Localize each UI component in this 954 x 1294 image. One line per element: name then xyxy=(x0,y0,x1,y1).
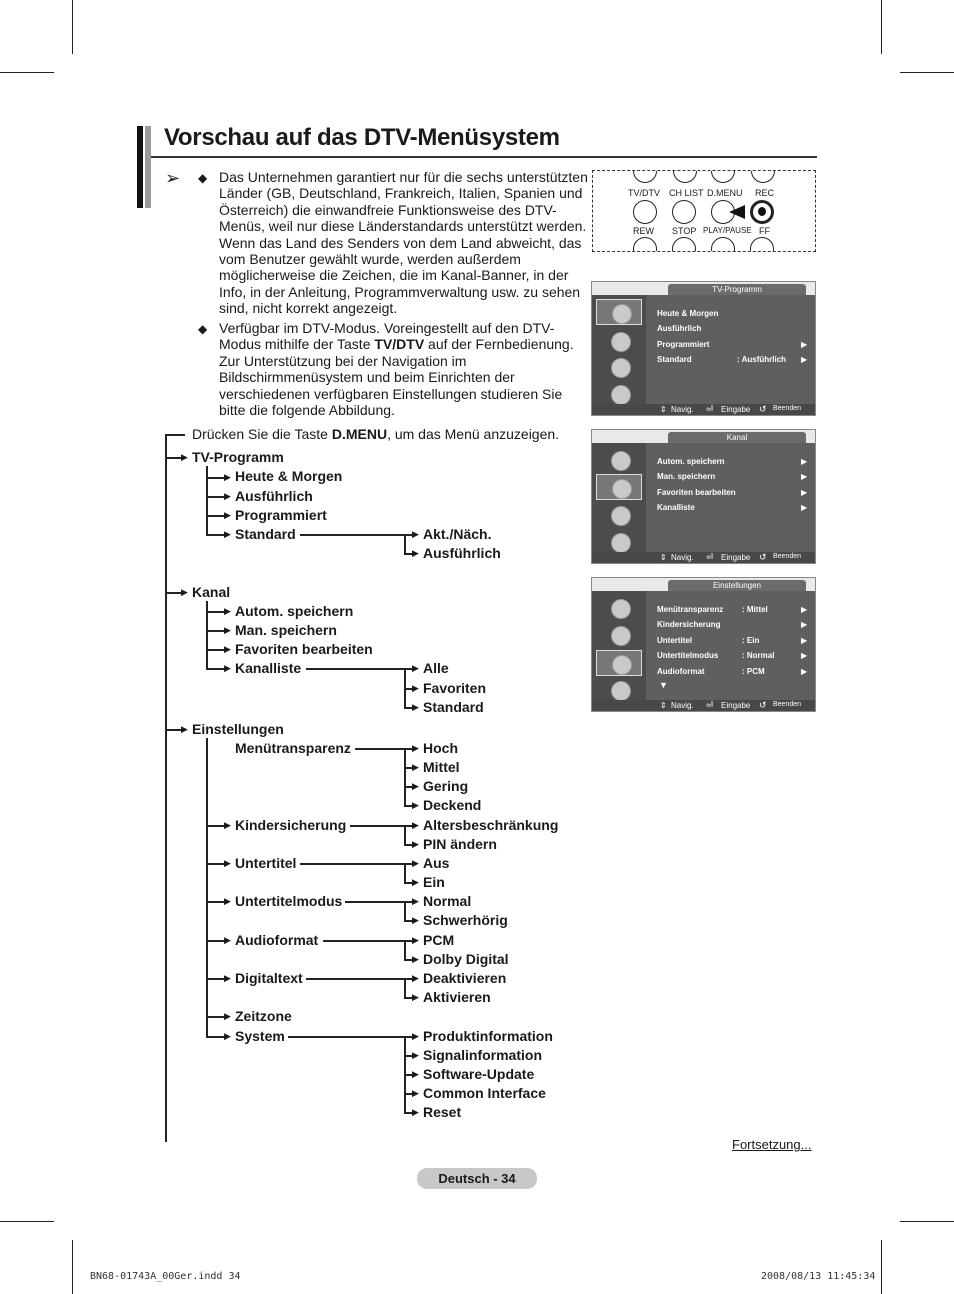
arrow-right-icon: ▶ xyxy=(412,935,419,945)
arrow-right-icon: ▶ xyxy=(412,663,419,673)
tree-subitem: Dolby Digital xyxy=(423,951,509,967)
crop-mark xyxy=(72,0,73,54)
osd-tab-title: Einstellungen xyxy=(668,580,806,591)
remote-label: REC xyxy=(755,188,775,198)
osd-item: Man. speichern xyxy=(657,472,716,481)
eingabe-label: Eingabe xyxy=(721,553,751,562)
arrow-right-icon: ▶ xyxy=(801,651,808,660)
osd-item: Ausführlich xyxy=(657,324,702,333)
note-arrow-icon: ➢ xyxy=(165,168,181,188)
arrow-right-icon: ▶ xyxy=(224,973,231,983)
bullet-icon: ◆ xyxy=(198,322,208,336)
arrow-right-icon: ▶ xyxy=(412,954,419,964)
arrow-right-icon: ▶ xyxy=(224,896,231,906)
menu-channel-icon xyxy=(596,474,642,500)
arrow-right-icon: ▶ xyxy=(181,587,188,597)
arrow-right-icon: ▶ xyxy=(801,355,808,364)
arrow-right-icon: ▶ xyxy=(412,548,419,558)
tree-subitem: PCM xyxy=(423,932,455,948)
tree-connector xyxy=(300,534,416,536)
beenden-label: Beenden xyxy=(773,405,802,412)
arrow-right-icon: ▶ xyxy=(224,1011,231,1021)
tree-branch-line xyxy=(404,901,406,920)
tree-item: Untertitel xyxy=(235,855,297,871)
arrow-right-icon: ▶ xyxy=(412,702,419,712)
bullet-icon: ◆ xyxy=(198,171,208,185)
rec-dot-icon xyxy=(758,207,766,216)
osd-tab-title: TV-Programm xyxy=(668,284,806,295)
arrow-right-icon: ▶ xyxy=(224,472,231,482)
navig-label: Navig. xyxy=(671,553,694,562)
arrow-right-icon: ▶ xyxy=(801,457,808,466)
osd-item: Standard xyxy=(657,355,692,364)
arrow-right-icon: ▶ xyxy=(412,915,419,925)
tree-connector xyxy=(345,901,416,903)
arrow-right-icon: ▶ xyxy=(412,1107,419,1117)
osd-status-bar: ⇕ Navig. ⏎ Eingabe ↺ Beenden xyxy=(592,552,815,563)
crop-mark xyxy=(900,72,954,73)
tree-branch-line xyxy=(404,534,406,553)
crop-mark xyxy=(881,0,882,54)
osd-item: Audioformat xyxy=(657,667,705,676)
arrow-right-icon: ▶ xyxy=(412,896,419,906)
crop-mark xyxy=(900,1221,954,1222)
osd-item: Autom. speichern xyxy=(657,457,725,466)
print-footer-file: BN68-01743A_00Ger.indd 34 xyxy=(90,1271,241,1282)
tree-subitem: Mittel xyxy=(423,759,460,775)
tree-subitem: Aus xyxy=(423,855,450,871)
arrow-right-icon: ▶ xyxy=(224,529,231,539)
arrow-right-icon: ▶ xyxy=(412,762,419,772)
tree-item: Kanalliste xyxy=(235,660,302,676)
arrow-right-icon: ▶ xyxy=(224,935,231,945)
beenden-label: Beenden xyxy=(773,553,802,560)
osd-value: : Normal xyxy=(742,651,775,660)
tree-subitem: Deckend xyxy=(423,797,482,813)
arrow-right-icon: ▶ xyxy=(224,644,231,654)
remote-label: PLAY/PAUSE xyxy=(703,226,752,235)
menu-channel-icon xyxy=(596,622,642,648)
osd-value: : PCM xyxy=(742,667,765,676)
tree-subitem: Aktivieren xyxy=(423,989,491,1005)
title-accent-bar xyxy=(137,126,143,208)
tree-subitem: Standard xyxy=(423,699,484,715)
arrow-right-icon: ▶ xyxy=(801,636,808,645)
tree-connector xyxy=(288,1036,416,1038)
page-number-badge: Deutsch - 34 xyxy=(417,1168,537,1189)
tree-connector xyxy=(306,668,416,670)
tree-item-einstellungen: Einstellungen xyxy=(192,721,284,737)
tree-branch-line xyxy=(404,863,406,882)
arrow-right-icon: ▶ xyxy=(412,1031,419,1041)
tree-subitem: Akt./Näch. xyxy=(423,526,492,542)
osd-item: Untertitelmodus xyxy=(657,651,719,660)
arrow-right-icon: ▶ xyxy=(224,1031,231,1041)
tree-item-kanal: Kanal xyxy=(192,584,231,600)
remote-label: TV/DTV xyxy=(628,188,661,198)
tree-item: Audioformat xyxy=(235,932,319,948)
tree-connector xyxy=(306,978,416,980)
arrow-right-icon: ▶ xyxy=(224,625,231,635)
beenden-label: Beenden xyxy=(773,701,802,708)
navig-label: Navig. xyxy=(671,405,694,414)
arrow-right-icon: ▶ xyxy=(412,1050,419,1060)
remote-label: D.MENU xyxy=(707,188,743,198)
osd-item: Untertitel xyxy=(657,636,693,645)
arrow-right-icon: ▶ xyxy=(181,724,188,734)
tree-subitem: Favoriten xyxy=(423,680,487,696)
osd-status-bar: ⇕ Navig. ⏎ Eingabe ↺ Beenden xyxy=(592,700,815,711)
eingabe-label: Eingabe xyxy=(721,405,751,414)
menu-tv-icon xyxy=(596,595,642,621)
tree-subitem: Produktinformation xyxy=(423,1028,553,1044)
osd-item: Kindersicherung xyxy=(657,620,721,629)
remote-label: STOP xyxy=(672,226,697,236)
tree-branch-line xyxy=(404,940,406,959)
arrow-right-icon: ▶ xyxy=(801,472,808,481)
arrow-right-icon: ▶ xyxy=(412,839,419,849)
osd-value: : Ein xyxy=(742,636,760,645)
tree-branch-line xyxy=(404,748,406,805)
arrow-right-icon: ▶ xyxy=(801,503,808,512)
arrow-right-icon: ▶ xyxy=(181,452,188,462)
arrow-right-icon: ▶ xyxy=(224,663,231,673)
arrow-right-icon: ▶ xyxy=(224,491,231,501)
title-accent-bar xyxy=(145,126,151,208)
title-rule xyxy=(151,156,817,158)
tree-item: Man. speichern xyxy=(235,622,337,638)
osd-panel-tv-programm xyxy=(591,281,816,416)
tree-subitem: Normal xyxy=(423,893,472,909)
note-paragraph-1: Das Unternehmen garantiert nur für die sechs unterstützten Länder (GB, Deutschland, Frankreich, Italien, Spanien und Österreich) die einwandfreie Funktionsweise des DTV-Menüs, weil nur diese Länderstandards unterstützt werden. Wenn das Land des Senders von dem Land abweicht, das vom Benutzer gewählt wurde, werden außerdem möglicherweise die Zeichen, die im Kanal-Banner, in der Info, in der Anleitung, Programmverwaltung usw. zu sehen sind, nicht korrekt angezeigt. xyxy=(219,169,588,317)
tree-item: Standard xyxy=(235,526,296,542)
tree-connector xyxy=(165,434,185,436)
note-paragraph-2: Verfügbar im DTV-Modus. Voreingestellt auf den DTV-Modus mithilfe der Taste TV/DTV auf der Fernbedienung. Zur Unterstützung bei der Navigation im Bildschirmmenüsystem und beim Einrichten der verschiedenen verfügbaren Einstellungen studieren Sie bitte die folgende Abbildung. xyxy=(219,320,574,419)
arrow-right-icon: ▶ xyxy=(801,605,808,614)
tree-item: Kindersicherung xyxy=(235,817,347,833)
tree-item: Heute & Morgen xyxy=(235,468,343,484)
arrow-right-icon: ▶ xyxy=(412,781,419,791)
menu-settings-icon xyxy=(596,354,642,380)
tree-connector xyxy=(323,940,416,942)
continue-link: Fortsetzung... xyxy=(732,1137,812,1152)
menu-tv-icon xyxy=(596,299,642,325)
tree-subitem: Altersbeschränkung xyxy=(423,817,559,833)
tree-item: Programmiert xyxy=(235,507,327,523)
tree-subitem: Alle xyxy=(423,660,449,676)
osd-item: Favoriten bearbeiten xyxy=(657,488,736,497)
osd-tab-title: Kanal xyxy=(668,432,806,443)
tree-subitem: Software-Update xyxy=(423,1066,535,1082)
tree-item: Digitaltext xyxy=(235,970,303,986)
navig-label: Navig. xyxy=(671,701,694,710)
tree-item: Favoriten bearbeiten xyxy=(235,641,373,657)
tree-item: Autom. speichern xyxy=(235,603,354,619)
arrow-right-icon: ▶ xyxy=(412,1088,419,1098)
tree-item: Ausführlich xyxy=(235,488,313,504)
tree-item: System xyxy=(235,1028,285,1044)
menu-settings-icon xyxy=(596,502,642,528)
arrow-right-icon: ▶ xyxy=(412,858,419,868)
tree-subitem: Common Interface xyxy=(423,1085,546,1101)
remote-label: CH LIST xyxy=(669,188,704,198)
arrow-right-icon: ▶ xyxy=(412,992,419,1002)
arrow-right-icon: ▶ xyxy=(412,529,419,539)
crop-mark xyxy=(72,1240,73,1294)
eingabe-label: Eingabe xyxy=(721,701,751,710)
arrow-right-icon: ▶ xyxy=(412,973,419,983)
crop-mark xyxy=(0,1221,54,1222)
tree-subitem: Ausführlich xyxy=(423,545,501,561)
intro-text: Drücken Sie die Taste D.MENU, um das Menü anzuzeigen. xyxy=(192,426,560,442)
print-footer-timestamp: 2008/08/13 11:45:34 xyxy=(761,1271,876,1282)
arrow-right-icon: ▶ xyxy=(224,820,231,830)
tree-connector xyxy=(300,863,416,865)
scroll-down-icon: ▼ xyxy=(659,680,668,690)
arrow-right-icon: ▶ xyxy=(412,820,419,830)
osd-panel-einstellungen xyxy=(591,577,816,712)
arrow-right-icon: ▶ xyxy=(801,488,808,497)
crop-mark xyxy=(0,72,54,73)
osd-status-bar: ⇕ Navig. ⏎ Eingabe ↺ Beenden xyxy=(592,404,815,415)
osd-value: : Mittel xyxy=(742,605,768,614)
tree-branch-line xyxy=(206,738,208,1036)
remote-label: REW xyxy=(633,226,654,236)
arrow-right-icon: ▶ xyxy=(801,340,808,349)
osd-value: : Ausführlich xyxy=(737,355,787,364)
osd-item: Menütransparenz xyxy=(657,605,724,614)
remote-control-image xyxy=(592,170,816,252)
arrow-right-icon: ▶ xyxy=(412,877,419,887)
tree-subitem: Schwerhörig xyxy=(423,912,508,928)
osd-item: Heute & Morgen xyxy=(657,309,719,318)
crop-mark xyxy=(881,1240,882,1294)
tree-subitem: PIN ändern xyxy=(423,836,497,852)
menu-channel-icon xyxy=(596,328,642,354)
tree-item: Menütransparenz xyxy=(235,740,351,756)
arrow-right-icon: ▶ xyxy=(412,743,419,753)
tree-subitem: Ein xyxy=(423,874,445,890)
tree-subitem: Reset xyxy=(423,1104,462,1120)
tree-connector xyxy=(350,825,416,827)
tree-subitem: Deaktivieren xyxy=(423,970,507,986)
arrow-right-icon: ▶ xyxy=(224,510,231,520)
tree-branch-line xyxy=(404,825,406,844)
tree-item-tv-programm: TV-Programm xyxy=(192,449,284,465)
tree-branch-line xyxy=(404,978,406,997)
tree-subitem: Signalinformation xyxy=(423,1047,542,1063)
arrow-right-icon: ▶ xyxy=(412,683,419,693)
arrow-right-icon: ▶ xyxy=(412,1069,419,1079)
remote-label: FF xyxy=(759,226,770,236)
arrow-right-icon: ▶ xyxy=(224,606,231,616)
tree-item: Zeitzone xyxy=(235,1008,292,1024)
osd-item: Kanalliste xyxy=(657,503,695,512)
arrow-right-icon: ▶ xyxy=(801,620,808,629)
pointer-icon xyxy=(729,205,745,219)
tree-connector xyxy=(355,748,416,750)
tree-item: Untertitelmodus xyxy=(235,893,343,909)
tree-subitem: Hoch xyxy=(423,740,458,756)
arrow-right-icon: ▶ xyxy=(801,667,808,676)
tree-trunk-line xyxy=(165,434,167,1142)
arrow-right-icon: ▶ xyxy=(224,858,231,868)
menu-settings-icon xyxy=(596,650,642,676)
osd-item: Programmiert xyxy=(657,340,710,349)
arrow-right-icon: ▶ xyxy=(412,800,419,810)
page-title: Vorschau auf das DTV-Menüsystem xyxy=(164,124,560,151)
menu-tv-icon xyxy=(596,447,642,473)
tree-subitem: Gering xyxy=(423,778,469,794)
osd-panel-kanal xyxy=(591,429,816,564)
